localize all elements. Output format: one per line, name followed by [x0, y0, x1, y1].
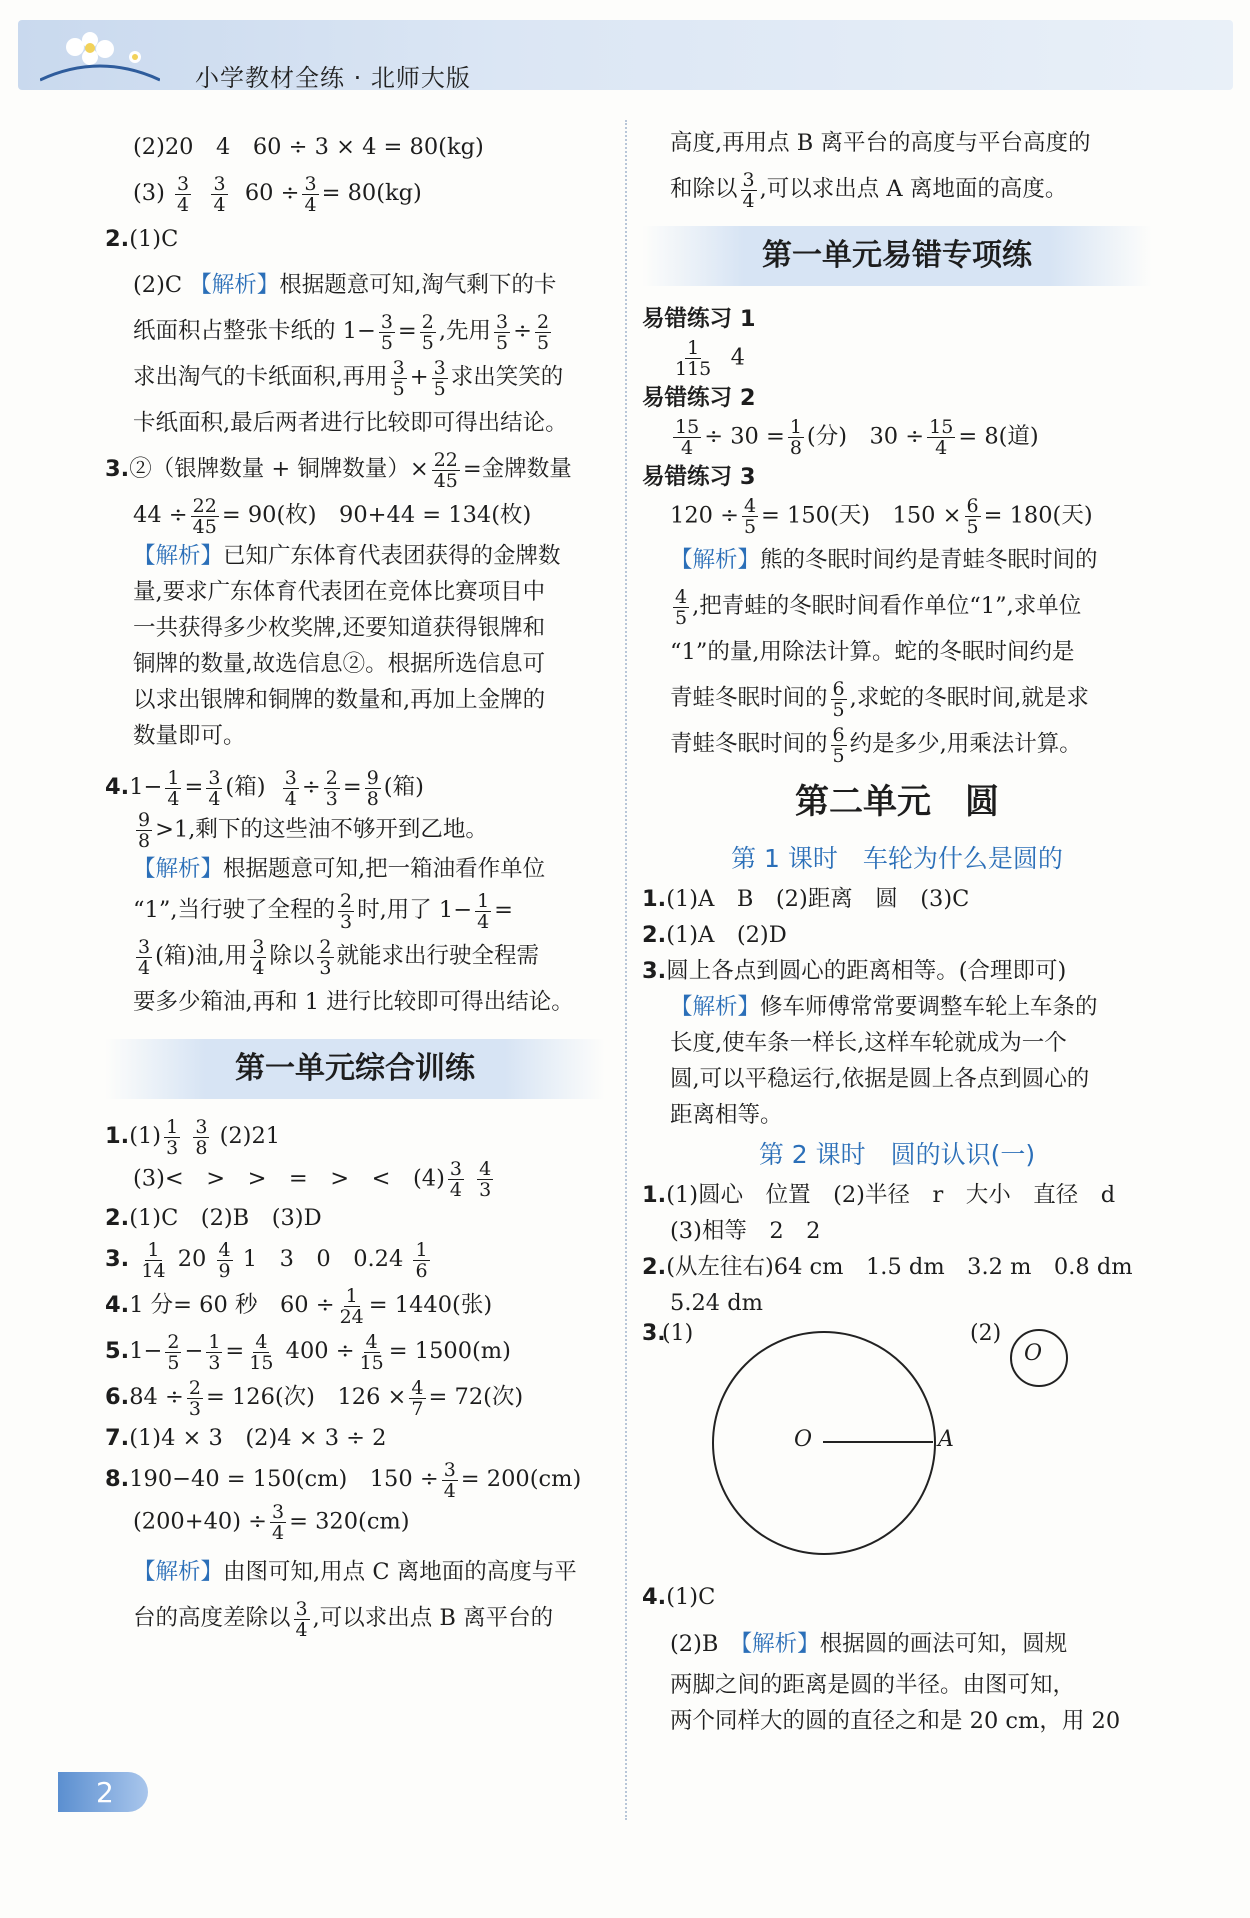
analysis-line: 圆,可以平稳运行,依据是圆上各点到圆心的: [670, 1066, 1090, 1092]
lesson1-q1: 1.(1)A B (2)距离 圆 (3)C: [642, 886, 970, 912]
answer-line: $\frac{1}{115}$ 4: [675, 337, 745, 380]
radius-line: [823, 1441, 933, 1443]
analysis-line: 距离相等。: [670, 1102, 783, 1128]
answer-line: (2)B 【解析】根据圆的画法可知，圆规: [670, 1631, 1068, 1657]
lesson2-q4: 4.(1)C: [642, 1584, 716, 1610]
left-column: [105, 124, 605, 1641]
analysis-line: 【解析】已知广东体育代表团获得的金牌数: [133, 543, 561, 569]
error-practice-title: 易错练习 1: [642, 306, 756, 332]
lesson2-q1: 1.(1)圆心 位置 (2)半径 r 大小 直径 d: [642, 1182, 1116, 1208]
answer-line: (3)< > > = > < (4) $\frac{3}{4}$ $\frac{4}{3}$: [133, 1158, 492, 1201]
lesson1-q3: 3.圆上各点到圆心的距离相等。(合理即可): [642, 958, 1067, 984]
unit-title: 第二单元 圆: [795, 782, 999, 822]
flower-icon: [40, 22, 160, 82]
error-practice-title: 易错练习 3: [642, 464, 756, 490]
answer-line: $\frac{15}{4}$ ÷ 30 = $\frac{1}{8}$ (分) 30 ÷ $\frac{15}{4}$ = 8(道): [675, 416, 1039, 459]
answer-line: 44 ÷ $\frac{22}{45}$ = 90(枚) 90+44 = 134(枚): [133, 494, 532, 538]
header-title: 小学教材全练 · 北师大版: [195, 64, 471, 92]
answer-line: (200+40) ÷ $\frac{3}{4}$ = 320(cm): [133, 1501, 410, 1544]
analysis-line: 【解析】根据题意可知,把一箱油看作单位: [133, 856, 546, 882]
analysis-line: 青蛙冬眠时间的 $\frac{6}{5}$ ,求蛇的冬眠时间,就是求: [670, 677, 1089, 721]
analysis-line: 【解析】由图可知,用点 C 离地面的高度与平: [133, 1559, 577, 1585]
question-2: 2.(1)C: [105, 226, 179, 252]
analysis-line: $\frac{4}{5}$ ,把青蛙的冬眠时间看作单位“1”,求单位: [675, 585, 1082, 629]
section-heading: 第一单元综合训练: [105, 1039, 605, 1099]
analysis-line: “1”,当行驶了全程的 $\frac{2}{3}$ 时,用了 1− $\frac{1}{4}$ =: [133, 889, 514, 933]
center-label: O: [794, 1427, 813, 1452]
page-header: [0, 0, 1250, 110]
lesson-title: 第 2 课时 圆的认识(一): [758, 1140, 1036, 1169]
question-3: 3.②（银牌数量 + 铜牌数量）× $\frac{22}{45}$ =金牌数量: [105, 448, 572, 492]
analysis-line: 数量即可。: [133, 723, 246, 749]
training-6: 6.84 ÷ $\frac{2}{3}$ = 126(次) 126 × $\frac{4}{7}$ = 72(次): [105, 1376, 524, 1420]
analysis-line: 台的高度差除以 $\frac{3}{4}$ ,可以求出点 B 离平台的: [133, 1597, 554, 1641]
analysis-line: 一共获得多少枚奖牌,还要知道获得银牌和: [133, 615, 546, 641]
answer-line: 5.24 dm: [670, 1290, 763, 1316]
analysis-line: 要多少箱油,再和 1 进行比较即可得出结论。: [133, 989, 574, 1015]
training-2: 2.(1)C (2)B (3)D: [105, 1205, 322, 1231]
analysis-line: $\frac{3}{4}$ (箱)油,用 $\frac{3}{4}$ 除以 $\frac{2}{3}$ 就能求出行驶全程需: [138, 935, 540, 979]
analysis-line: 两脚之间的距离是圆的半径。由图可知，: [670, 1672, 1076, 1698]
answer-line: (2)20 4 60 ÷ 3 × 4 = 80(kg): [133, 134, 484, 160]
page-number: 2: [58, 1772, 148, 1812]
analysis-line: 量,要求广东体育代表团在竞体比赛项目中: [133, 579, 546, 605]
analysis-line: 【解析】熊的冬眠时间约是青蛙冬眠时间的: [670, 547, 1098, 573]
circle-figure: [642, 1321, 1152, 1571]
training-5: 5.1− $\frac{2}{5}$ − $\frac{1}{3}$ = $\frac{4}{15}$ 400 ÷ $\frac{4}{15}$ = 1500(m): [105, 1330, 511, 1374]
analysis-line: “1”的量,用除法计算。蛇的冬眠时间约是: [670, 639, 1075, 665]
answer-line: 纸面积占整张卡纸的 1− $\frac{3}{5}$ = $\frac{2}{5}$ ,先用 $\frac{3}{5}$ ÷ $\frac{2}{5}$: [133, 310, 550, 354]
lesson2-q3-number: 3.: [642, 1321, 666, 1346]
answer-line: 120 ÷ $\frac{4}{5}$ = 150(天) 150 × $\frac{6}{5}$ = 180(天): [670, 495, 1093, 538]
answer-line: $\frac{9}{8}$ >1,剩下的这些油不够开到乙地。: [138, 809, 488, 852]
center-label: O: [1024, 1341, 1043, 1366]
answer-line: 高度,再用点 B 离平台的高度与平台高度的: [670, 130, 1091, 156]
training-4: 4.1 分= 60 秒 60 ÷ $\frac{1}{24}$ = 1440(张): [105, 1284, 493, 1328]
analysis-line: 青蛙冬眠时间的 $\frac{6}{5}$ 约是多少,用乘法计算。: [670, 723, 1082, 767]
analysis-line: 以求出银牌和铜牌的数量和,再加上金牌的: [133, 687, 546, 713]
subpart-label: (1): [662, 1321, 694, 1346]
analysis-line: 两个同样大的圆的直径之和是 20 cm，用 20: [670, 1708, 1121, 1734]
point-label: A: [938, 1427, 954, 1452]
answer-line: 卡纸面积,最后两者进行比较即可得出结论。: [133, 410, 568, 436]
large-circle: [712, 1331, 936, 1555]
question-4: 4.1− $\frac{1}{4}$ = $\frac{3}{4}$ (箱) $\frac{3}{4}$ ÷ $\frac{2}{3}$ = $\frac{9}{8}$ (箱): [105, 766, 424, 810]
answer-line: 和除以 $\frac{3}{4}$ ,可以求出点 A 离地面的高度。: [670, 168, 1068, 212]
subpart-label: (2): [970, 1321, 1002, 1346]
training-3: 3. $\frac{1}{14}$ 20 $\frac{4}{9}$ 1 3 0 0.24 $\frac{1}{6}$: [105, 1238, 428, 1282]
section-heading: 第一单元易错专项练: [642, 226, 1152, 286]
column-divider: [625, 120, 627, 1820]
training-8: 8.190−40 = 150(cm) 150 ÷ $\frac{3}{4}$ = 200(cm): [105, 1458, 582, 1502]
answer-line: 求出淘气的卡纸面积,再用 $\frac{3}{5}$ + $\frac{3}{5}$ 求出笑笑的: [133, 356, 564, 400]
lesson-title: 第 1 课时 车轮为什么是圆的: [731, 844, 1063, 873]
right-column: [642, 124, 1152, 1739]
training-7: 7.(1)4 × 3 (2)4 × 3 ÷ 2: [105, 1425, 387, 1451]
analysis-line: 【解析】修车师傅常常要调整车轮上车条的: [670, 994, 1098, 1020]
error-practice-title: 易错练习 2: [642, 385, 756, 411]
answer-line: (2)C 【解析】根据题意可知,淘气剩下的卡: [133, 272, 557, 298]
analysis-line: 铜牌的数量,故选信息②。根据所选信息可: [133, 651, 546, 677]
answer-line: (3)相等 2 2: [670, 1218, 821, 1244]
analysis-line: 长度,使车条一样长,这样车轮就成为一个: [670, 1030, 1067, 1056]
lesson2-q2: 2.(从左往右)64 cm 1.5 dm 3.2 m 0.8 dm: [642, 1254, 1133, 1280]
lesson1-q2: 2.(1)A (2)D: [642, 922, 787, 948]
training-1: 1.(1) $\frac{1}{3}$ $\frac{3}{8}$ (2)21: [105, 1115, 281, 1159]
answer-line: (3) $\frac{3}{4}$ $\frac{3}{4}$ 60 ÷ $\frac{3}{4}$ = 80(kg): [133, 172, 422, 216]
